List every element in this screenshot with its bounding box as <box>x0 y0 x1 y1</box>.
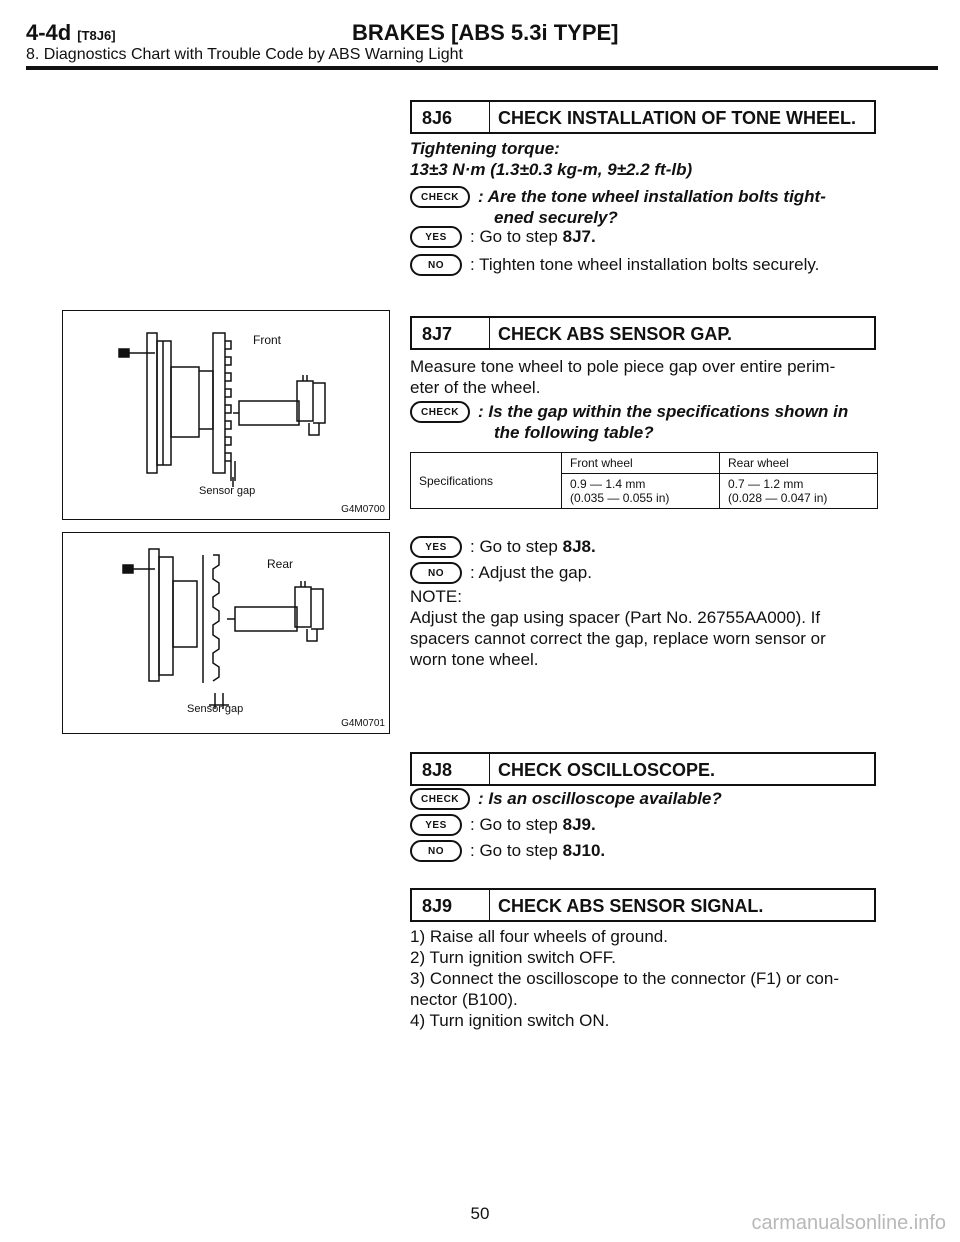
no-icon: NO <box>410 840 462 862</box>
front-gap-value <box>562 474 720 509</box>
spec-row-header: Specifications <box>411 453 562 509</box>
step-code: 8J9 <box>412 890 490 920</box>
step-code: 8J7 <box>412 318 490 348</box>
note-line: worn tone wheel. <box>410 650 539 669</box>
figure-id: G4M0701 <box>341 718 385 729</box>
yes-text: : Go to step <box>470 815 563 834</box>
check-question-cont: ened securely? <box>494 208 618 227</box>
check-icon: CHECK <box>410 401 470 423</box>
col-rear-wheel: Rear wheel <box>720 453 878 474</box>
check-question-cont: the following table? <box>494 423 654 442</box>
torque-value: 13±3 N·m (1.3±0.3 kg-m, 9±2.2 ft-lb) <box>410 160 693 179</box>
step-description-cont: eter of the wheel. <box>410 378 541 397</box>
check-question: : Are the tone wheel installation bolts tight- <box>478 187 826 206</box>
section-subtitle: 8. Diagnostics Chart with Trouble Code by ABS Warning Light <box>26 46 463 63</box>
step-title: CHECK INSTALLATION OF TONE WHEEL. <box>498 108 856 128</box>
yes-step-link: 8J7. <box>562 227 596 246</box>
section-code-text: 4-4d <box>26 20 72 45</box>
sensor-gap-label: Sensor gap <box>199 485 256 497</box>
yes-icon: YES <box>410 814 462 836</box>
procedure-line: 4) Turn ignition switch ON. <box>410 1011 610 1030</box>
yes-step-link: 8J8. <box>562 537 596 556</box>
rear-sensor-figure <box>62 532 390 734</box>
section-code <box>26 20 116 46</box>
yes-icon: YES <box>410 226 462 248</box>
no-text: : Go to step <box>470 841 563 860</box>
yes-step-link: 8J9. <box>562 815 596 834</box>
yes-icon: YES <box>410 536 462 558</box>
step-8j6-header <box>410 100 876 134</box>
check-question: : Is an oscilloscope available? <box>478 789 722 808</box>
front-gap-in: (0.035 — 0.055 in) <box>570 491 670 505</box>
gap-spec-table <box>410 452 878 509</box>
yes-text: : Go to step <box>470 537 563 556</box>
no-icon: NO <box>410 254 462 276</box>
yes-text: : Go to step <box>470 227 563 246</box>
rear-gap-value <box>720 474 878 509</box>
step-title: CHECK ABS SENSOR GAP. <box>498 324 733 344</box>
procedure-line: nector (B100). <box>410 990 518 1009</box>
header-rule <box>26 66 938 70</box>
no-icon: NO <box>410 562 462 584</box>
table-row <box>411 453 878 474</box>
watermark: carmanualsonline.info <box>751 1212 946 1234</box>
no-answer: : Tighten tone wheel installation bolts securely. <box>470 255 820 274</box>
page-title: BRAKES [ABS 5.3i TYPE] <box>352 20 619 45</box>
yes-answer <box>470 536 596 557</box>
no-answer: : Adjust the gap. <box>470 563 592 582</box>
rear-label: Rear <box>267 557 294 571</box>
no-answer <box>470 840 605 861</box>
front-label: Front <box>253 333 282 347</box>
rear-gap-mm: 0.7 — 1.2 mm <box>728 477 804 491</box>
front-sensor-figure <box>62 310 390 520</box>
check-icon: CHECK <box>410 186 470 208</box>
step-8j7-header <box>410 316 876 350</box>
rear-gap-in: (0.028 — 0.047 in) <box>728 491 828 505</box>
yes-answer <box>470 814 596 835</box>
step-code: 8J6 <box>412 102 490 132</box>
check-icon: CHECK <box>410 788 470 810</box>
note-line: Adjust the gap using spacer (Part No. 26755AA000). If <box>410 608 821 627</box>
yes-answer <box>470 226 596 247</box>
note-label: NOTE: <box>410 587 462 606</box>
check-question: : Is the gap within the specifications shown in <box>478 402 849 421</box>
procedure-line: 2) Turn ignition switch OFF. <box>410 948 616 967</box>
sub-code: [T8J6] <box>77 28 116 43</box>
step-8j9-header <box>410 888 876 922</box>
figure-id: G4M0700 <box>341 504 385 515</box>
torque-label: Tightening torque: <box>410 139 560 158</box>
step-title: CHECK OSCILLOSCOPE. <box>498 760 716 780</box>
step-code: 8J8 <box>412 754 490 784</box>
note-line: spacers cannot correct the gap, replace worn sensor or <box>410 629 826 648</box>
step-description: Measure tone wheel to pole piece gap over entire perim- <box>410 357 836 376</box>
procedure-line: 1) Raise all four wheels of ground. <box>410 927 668 946</box>
col-front-wheel: Front wheel <box>562 453 720 474</box>
no-step-link: 8J10. <box>562 841 606 860</box>
page-number: 50 <box>470 1204 490 1223</box>
front-gap-mm: 0.9 — 1.4 mm <box>570 477 646 491</box>
step-title: CHECK ABS SENSOR SIGNAL. <box>498 896 764 916</box>
procedure-line: 3) Connect the oscilloscope to the connector (F1) or con- <box>410 969 839 988</box>
step-8j8-header <box>410 752 876 786</box>
sensor-gap-label: Sensor gap <box>187 703 244 715</box>
